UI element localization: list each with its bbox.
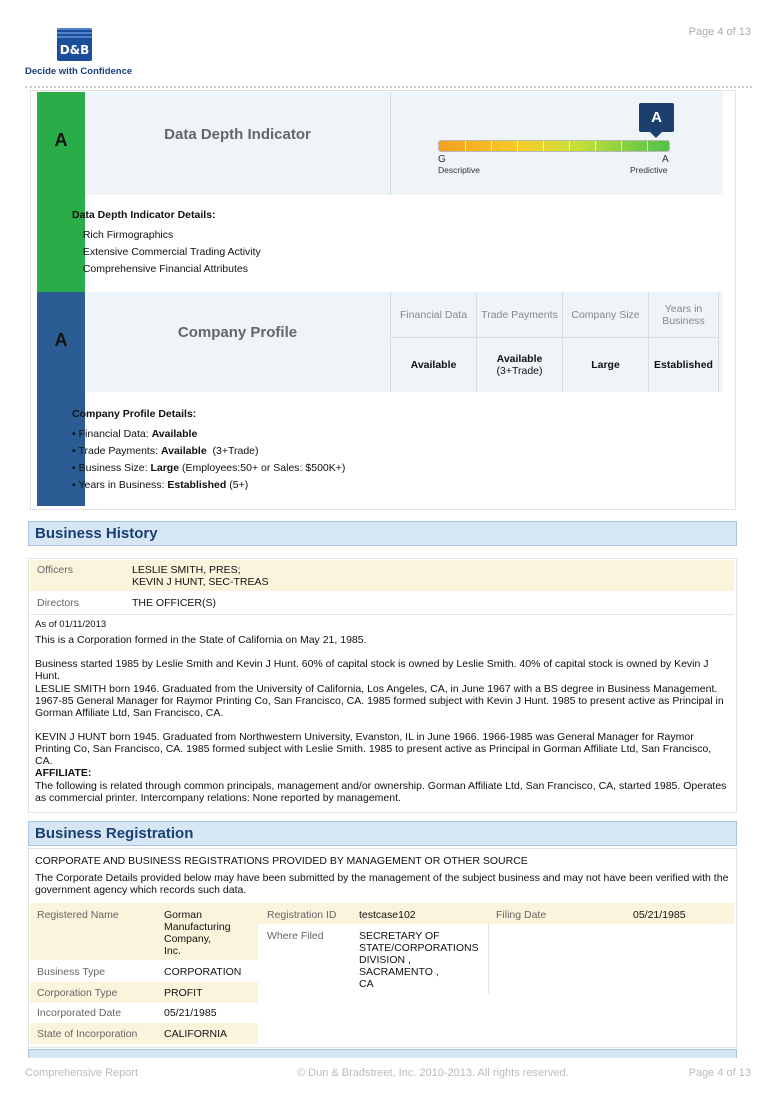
where-filed-label: Where Filed (267, 930, 324, 942)
registration-heading: CORPORATE AND BUSINESS REGISTRATIONS PROVIDED BY MANAGEMENT OR OTHER SOURCE (35, 855, 528, 867)
data-depth-header (85, 92, 390, 195)
company-profile-table (390, 292, 723, 392)
list-item: ▪ Years in Business: Established (5+) (72, 479, 249, 491)
history-paragraph: LESLIE SMITH born 1946. Graduated from the University of California, Los Angeles, CA, in June 1967 with a BS degree in Business Management. 1967-85 General Manager for Raymor Printing Co, San Francisco, CA. 1985 formed subject with Kevin J Hunt. 1985 to present active as Principal in Gorman Affiliate Ltd, San Francisco, CA. (35, 683, 724, 719)
list-item: ✓ Rich Firmographics (72, 229, 174, 241)
gauge-bar (438, 140, 670, 152)
corporation-type-value: PROFIT (164, 987, 203, 999)
footer-page-number: Page 4 of 13 (688, 1067, 751, 1079)
data-depth-title: Data Depth Indicator (164, 126, 311, 143)
state-value: CALIFORNIA (164, 1028, 228, 1040)
officers-value: LESLIE SMITH, PRES; KEVIN J HUNT, SEC-TREAS (132, 564, 269, 588)
business-type-label: Business Type (37, 966, 106, 978)
registration-id-label: Registration ID (267, 909, 337, 921)
list-item: ✓ Comprehensive Financial Attributes (72, 263, 248, 275)
check-icon: ✓ (72, 229, 81, 241)
registration-note: The Corporate Details provided below may have been submitted by the management of the subject business and may not have been verified with the government agency which records such data. (35, 872, 729, 896)
profile-column: Trade Payments Available (3+Trade) (477, 292, 563, 392)
directors-label: Directors (37, 597, 80, 609)
business-registration-header: Business Registration (28, 821, 737, 846)
affiliate-text: The following is related through common principals, management and/or ownership. Gorman Affiliate Ltd, San Francisco, CA, started 1985. Operates as commercial printer. Intercompany relations: None reported by management. (35, 780, 727, 804)
incorporated-date-value: 05/21/1985 (164, 1007, 217, 1019)
history-paragraph: KEVIN J HUNT born 1945. Graduated from Northwestern University, Evanston, IL in June 1966. 1966-1985 was General Manager for Raymor Printing Co, San Francisco, CA. 1985 formed subject with Leslie Smith. 1985 to present active as Principal in Gorman Affiliate Ltd, San Francisco, CA. (35, 731, 712, 767)
tagline: Decide with Confidence (25, 66, 133, 77)
company-profile-header (85, 292, 390, 392)
company-profile-details-title: Company Profile Details: (72, 408, 197, 420)
header-divider (25, 86, 752, 88)
divider (30, 614, 734, 615)
company-profile-details (72, 408, 345, 496)
dnb-logo: D&B (57, 28, 92, 61)
profile-column: Company Size Large (563, 292, 649, 392)
check-icon: ✓ (72, 263, 81, 275)
directors-row (30, 597, 734, 611)
gauge-left-label: Descriptive (438, 165, 481, 175)
filing-date-label: Filing Date (496, 909, 547, 921)
incorporated-date-label: Incorporated Date (37, 1007, 122, 1019)
officers-label: Officers (37, 564, 73, 576)
business-history-header: Business History (28, 521, 737, 546)
gauge-right-letter: A (662, 154, 669, 165)
list-item: ▪ Business Size: Large (Employees:50+ or Sales: $500K+) (72, 462, 346, 474)
filing-date-value: 05/21/1985 (633, 909, 686, 921)
gauge-right-label: Predictive (630, 165, 668, 175)
list-item: ✓ Extensive Commercial Trading Activity (72, 246, 261, 258)
footer-report-name: Comprehensive Report (25, 1067, 139, 1079)
affiliate-label: AFFILIATE: (35, 767, 92, 779)
company-profile-grade: A (54, 330, 68, 350)
registered-name-label: Registered Name (37, 909, 119, 921)
where-filed-value: SECRETARY OF STATE/CORPORATIONS DIVISION , SACRAMENTO , CA (359, 930, 479, 990)
state-label: State of Incorporation (37, 1028, 138, 1040)
data-depth-details-title: Data Depth Indicator Details: (72, 209, 216, 221)
corporation-type-label: Corporation Type (37, 987, 118, 999)
data-depth-gauge (390, 92, 723, 195)
data-depth-details (72, 209, 261, 280)
list-item: ▪ Trade Payments: Available (3+Trade) (72, 445, 259, 457)
company-profile-title: Company Profile (177, 324, 298, 341)
business-type-value: CORPORATION (164, 966, 242, 978)
gauge-marker: A (639, 103, 674, 132)
footer-copyright: © Dun & Bradstreet, Inc. 2010-2013. All rights reserved. (297, 1067, 569, 1079)
check-icon: ✓ (72, 246, 81, 258)
list-item: ▪ Financial Data: Available (72, 428, 198, 440)
page-number-top: Page 4 of 13 (688, 26, 751, 38)
history-paragraph: This is a Corporation formed in the State of California on May 21, 1985. (35, 634, 367, 646)
registered-name-value: Gorman Manufacturing Company, Inc. (164, 909, 231, 957)
profile-column: Financial Data Available (391, 292, 477, 392)
next-section-header (28, 1049, 737, 1058)
as-of-date: As of 01/11/2013 (35, 619, 107, 630)
profile-column: Years in Business Established (649, 292, 719, 392)
history-paragraph: Business started 1985 by Leslie Smith and Kevin J Hunt. 60% of capital stock is owned by Leslie Smith. 40% of capital stock is owned by Kevin J Hunt. (35, 658, 709, 682)
directors-value: THE OFFICER(S) (132, 597, 216, 609)
data-depth-grade: A (54, 130, 68, 150)
gauge-left-letter: G (438, 154, 446, 165)
officers-row (30, 564, 734, 590)
registration-id-value: testcase102 (359, 909, 416, 921)
